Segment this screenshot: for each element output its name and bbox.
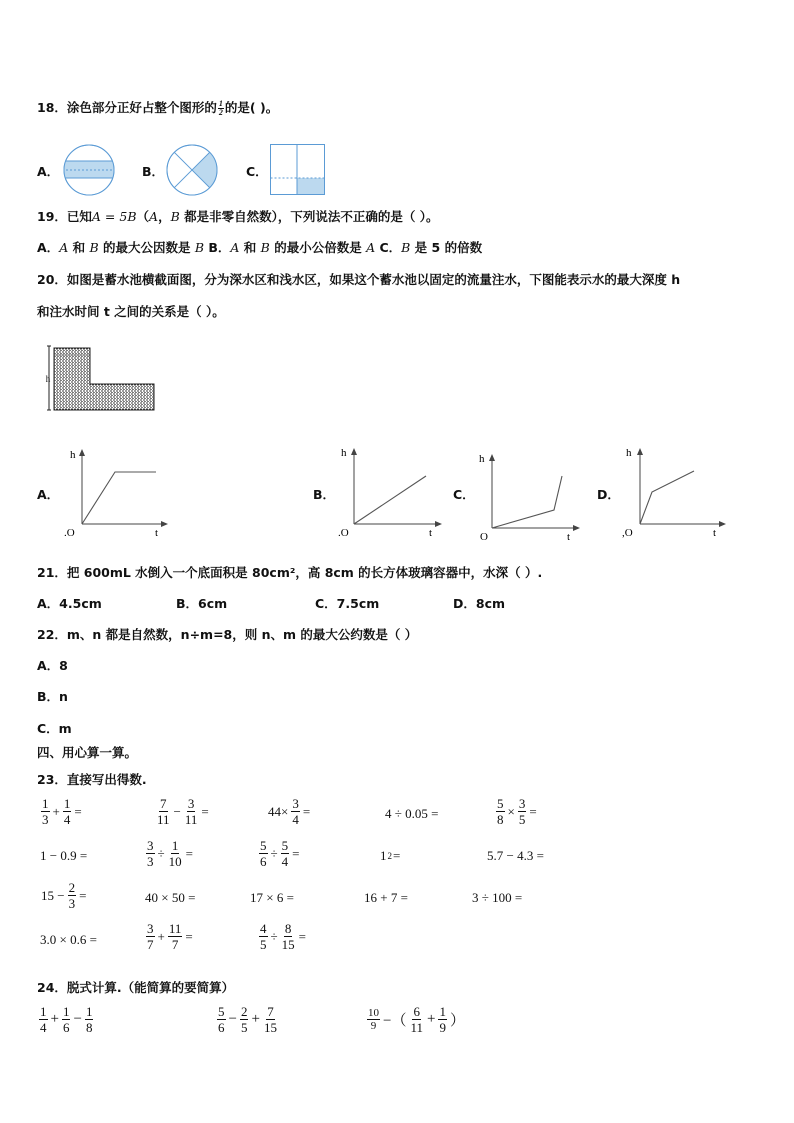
square-quarter-shape <box>270 144 326 196</box>
calc-expression: 17 × 6 = <box>250 890 294 905</box>
calc-expression: $\frac{5}{6}$ − $\frac{2}{5}$ + $\frac{7}{15}$ <box>218 1004 277 1035</box>
fraction: $\frac{1}{9}$ <box>439 1004 446 1035</box>
axis-label-t: t <box>567 531 571 542</box>
calc-expression: 40 × 50 = <box>145 890 196 905</box>
axis-label-h: h <box>626 447 632 459</box>
variable: A <box>59 240 69 255</box>
fraction: $\frac{4}{5}$ <box>260 921 267 952</box>
variable: B <box>260 240 270 255</box>
fraction: $\frac{6}{11}$ <box>410 1004 423 1035</box>
question-text: 涂色部分正好占整个图形的 <box>66 100 217 115</box>
variable: A <box>230 240 240 255</box>
q21-option-a[interactable]: A．4.5cm <box>37 596 102 611</box>
option-a-label[interactable]: A． <box>37 164 60 179</box>
origin-label: .O <box>338 527 349 538</box>
fraction: $\frac{5}{4}$ <box>281 838 289 869</box>
question-text: ， <box>158 209 171 224</box>
option-text: 和 <box>68 240 90 255</box>
fraction: $\frac{3}{7}$ <box>147 921 154 952</box>
option-label: A． <box>37 240 60 255</box>
q20-option-a-label[interactable]: A． <box>37 487 60 502</box>
fraction: $\frac{5}{8}$ <box>497 796 504 827</box>
section-heading: 四、用心算一算。 <box>37 745 138 760</box>
fraction: $\frac{2}{5}$ <box>240 1004 248 1035</box>
question-23-title: 23．直接写出得数. <box>37 772 147 787</box>
calc-expression: $\frac{3}{7}$ + $\frac{11}{7}$ = <box>147 921 193 952</box>
option-a[interactable] <box>37 240 204 255</box>
option-b-label[interactable]: B． <box>142 164 165 179</box>
variable-b: B <box>170 209 180 224</box>
calc-expression: $\frac{5}{8}$ × $\frac{3}{5}$ = <box>497 796 537 827</box>
calc-expression: $\frac{1}{4}$ + $\frac{1}{6}$ − $\frac{1}{8}$ <box>40 1004 93 1035</box>
variable-a: A <box>149 209 159 224</box>
q22-option-c[interactable]: C．m <box>37 721 72 736</box>
calc-expression: $\frac{1}{3}$ + $\frac{1}{4}$ = <box>42 796 82 827</box>
question-number: 18． <box>37 100 67 115</box>
fraction: $\frac{11}{7}$ <box>168 921 182 952</box>
q22-option-b[interactable]: B．n <box>37 689 68 704</box>
q21-option-c[interactable]: C．7.5cm <box>315 596 380 611</box>
option-text: 的最小公倍数是 <box>269 240 367 255</box>
calc-expression: $\frac{7}{11}$ − $\frac{3}{11}$ = <box>157 796 209 827</box>
graph-option-b <box>336 442 448 538</box>
variable-a: A <box>91 209 101 224</box>
calc-expression: 16 + 7 = <box>364 890 408 905</box>
fraction: $\frac{3}{11}$ <box>184 796 198 827</box>
origin-label: O <box>480 531 488 542</box>
option-text: 的最大公因数是 <box>98 240 195 255</box>
fraction: $\frac{1}{8}$ <box>85 1004 93 1035</box>
variable: A <box>366 240 376 255</box>
question-text: 都是非零自然数），下列说法不正确的是（ ）。 <box>179 209 439 224</box>
question-21: 21．把 600mL 水倒入一个底面积是 80cm²，高 8cm 的长方体玻璃容器中，水深（ ）. <box>37 565 543 580</box>
fraction: $\frac{3}{5}$ <box>518 796 526 827</box>
option-text: 是 5 的倍数 <box>410 240 483 255</box>
question-20-line1: 20．如图是蓄水池横截面图，分为深水区和浅水区，如果这个蓄水池以固定的流量注水，下图能表示水的最大深度 h <box>37 272 681 287</box>
origin-label: ,O <box>622 527 633 538</box>
axis-label-h: h <box>479 453 485 465</box>
graph-option-d <box>620 442 732 538</box>
variable: B <box>401 240 411 255</box>
calc-expression: 3 ÷ 100 = <box>472 890 523 905</box>
origin-label: .O <box>64 527 75 538</box>
option-c-label[interactable]: C． <box>246 164 268 179</box>
denominator: 2 <box>218 108 223 117</box>
option-text: 和 <box>239 240 261 255</box>
fraction: $\frac{7}{11}$ <box>157 796 170 827</box>
question-24-title: 24．脱式计算.（能简算的要简算） <box>37 980 235 995</box>
equation-text: = 5 <box>100 209 128 224</box>
option-c[interactable] <box>375 240 482 255</box>
fraction: $\frac{3}{3}$ <box>147 838 154 869</box>
graph-option-c <box>474 446 586 542</box>
calc-expression: $\frac{4}{5}$ ÷ $\frac{8}{15}$ = <box>260 921 306 952</box>
calc-expression: 15 − $\frac{2}{3}$ = <box>41 880 87 911</box>
fraction: $\frac{2}{3}$ <box>68 880 76 911</box>
axis-label-h: h <box>341 447 347 459</box>
question-19 <box>37 207 438 225</box>
numerator: 1 <box>218 99 223 108</box>
reservoir-cross-section <box>44 342 156 414</box>
q20-option-c-label[interactable]: C． <box>453 487 475 502</box>
fraction: $\frac{10}{9}$ <box>368 1007 379 1032</box>
fraction-one-half <box>218 100 224 117</box>
q21-option-b[interactable]: B．6cm <box>176 596 228 611</box>
circle-band-shape <box>62 144 116 196</box>
fraction: $\frac{1}{4}$ <box>63 796 71 827</box>
question-22: 22．m、n 都是自然数，n÷m=8，则 n、m 的最大公约数是（ ） <box>37 627 418 642</box>
option-label: C． <box>375 240 402 255</box>
question-text: 的是( )。 <box>224 100 279 115</box>
question-text: 已知 <box>66 209 92 224</box>
calc-expression: $\frac{5}{6}$ ÷ $\frac{5}{4}$ = <box>260 838 300 869</box>
fraction: $\frac{5}{6}$ <box>218 1004 225 1035</box>
q21-option-d[interactable]: D．8cm <box>453 596 506 611</box>
question-number: 19． <box>37 209 67 224</box>
calc-expression: 1 − 0.9 = <box>40 848 88 863</box>
fraction: $\frac{5}{6}$ <box>260 838 267 869</box>
fraction: $\frac{1}{6}$ <box>62 1004 70 1035</box>
question-18 <box>37 98 278 117</box>
calc-expression: $\frac{10}{9}$ −（ $\frac{6}{11}$ + $\frac{1}{9}$ ） <box>368 1004 465 1035</box>
calc-expression: 1 2 = <box>380 848 401 863</box>
calc-expression: 4 ÷ 0.05 = <box>385 806 439 821</box>
calc-expression: $\frac{3}{3}$ ÷ $\frac{1}{10}$ = <box>147 838 193 869</box>
fraction: $\frac{1}{4}$ <box>40 1004 47 1035</box>
question-20-line2: 和注水时间 t 之间的关系是（ ）。 <box>37 304 225 319</box>
question-text: （ <box>136 209 150 224</box>
variable: B <box>194 240 205 255</box>
fraction: $\frac{1}{10}$ <box>168 838 182 869</box>
q20-option-b-label[interactable]: B． <box>313 487 336 502</box>
axis-label-t: t <box>155 527 159 538</box>
q22-option-a[interactable]: A．8 <box>37 658 68 673</box>
option-label: B． <box>204 240 231 255</box>
fraction: $\frac{1}{3}$ <box>42 796 49 827</box>
fraction: $\frac{8}{15}$ <box>281 921 295 952</box>
variable-b: B <box>127 209 137 224</box>
depth-label-h: h <box>45 374 51 384</box>
calc-expression: 5.7 − 4.3 = <box>487 848 544 863</box>
axis-label-t: t <box>713 527 717 538</box>
q20-option-d-label[interactable]: D． <box>597 487 620 502</box>
circle-sector-shape <box>165 143 219 197</box>
question-19-options <box>37 238 482 256</box>
axis-label-t: t <box>429 527 433 538</box>
calc-expression: 3.0 × 0.6 = <box>40 932 97 947</box>
calc-expression: 44× $\frac{3}{4}$ = <box>268 796 311 827</box>
variable: B <box>89 240 99 255</box>
axis-label-h: h <box>70 449 76 461</box>
graph-option-a <box>60 444 172 538</box>
fraction: $\frac{3}{4}$ <box>292 796 299 827</box>
fraction: $\frac{7}{15}$ <box>263 1004 277 1035</box>
option-b[interactable] <box>204 240 375 255</box>
